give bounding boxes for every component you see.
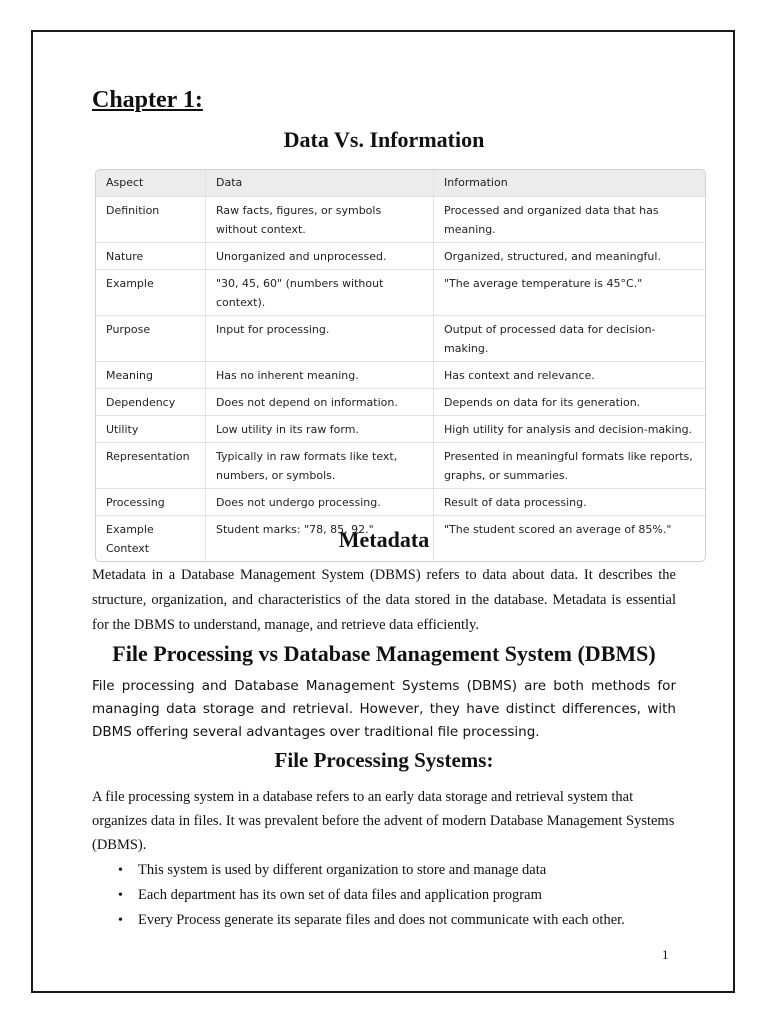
data-vs-information-table bbox=[95, 169, 706, 562]
column-header: Aspect bbox=[96, 170, 206, 196]
table-cell: Nature bbox=[96, 242, 206, 269]
table-cell: "30, 45, 60" (numbers without context). bbox=[206, 269, 434, 315]
table-row bbox=[96, 488, 705, 515]
table-row bbox=[96, 269, 705, 315]
table-row bbox=[96, 388, 705, 415]
table-cell: Output of processed data for decision-making. bbox=[434, 315, 706, 361]
list-item: • This system is used by different organization to store and manage data bbox=[118, 858, 625, 883]
table-cell: Example Context bbox=[96, 515, 206, 561]
table-row bbox=[96, 242, 705, 269]
table-cell: Does not undergo processing. bbox=[206, 488, 434, 515]
table-cell: Unorganized and unprocessed. bbox=[206, 242, 434, 269]
table-cell: Meaning bbox=[96, 361, 206, 388]
file-processing-systems-heading: File Processing Systems: bbox=[274, 748, 494, 772]
table-cell: Utility bbox=[96, 415, 206, 442]
table-row bbox=[96, 196, 705, 242]
table-row bbox=[96, 361, 705, 388]
table-cell: Input for processing. bbox=[206, 315, 434, 361]
table-cell: Typically in raw formats like text, numbers, or symbols. bbox=[206, 442, 434, 488]
table-cell: "The average temperature is 45°C." bbox=[434, 269, 706, 315]
metadata-paragraph: Metadata in a Database Management System (DBMS) refers to data about data. It describes the structure, organization, and characteristics of the data stored in the database. Metadata is essential for the DBMS to understand, manage, and retrieve data efficiently. bbox=[92, 567, 676, 633]
table-cell: Dependency bbox=[96, 388, 206, 415]
table-cell: Result of data processing. bbox=[434, 488, 706, 515]
table-cell: Processed and organized data that has meaning. bbox=[434, 196, 706, 242]
table-cell: Has context and relevance. bbox=[434, 361, 706, 388]
table-cell: Presented in meaningful formats like reports, graphs, or summaries. bbox=[434, 442, 706, 488]
table-cell: Definition bbox=[96, 196, 206, 242]
table-cell: Does not depend on information. bbox=[206, 388, 434, 415]
table-cell: Student marks: "78, 85, 92." bbox=[206, 515, 434, 561]
table-cell: Depends on data for its generation. bbox=[434, 388, 706, 415]
file-vs-dbms-heading: File Processing vs Database Management System (DBMS) bbox=[112, 641, 656, 666]
column-header: Information bbox=[434, 170, 706, 196]
table-cell: "The student scored an average of 85%." bbox=[444, 522, 672, 536]
table-cell: Organized, structured, and meaningful. bbox=[434, 242, 706, 269]
table-cell: Representation bbox=[96, 442, 206, 488]
list-item: • Each department has its own set of data files and application program bbox=[118, 883, 625, 908]
page-title: Data Vs. Information bbox=[283, 127, 485, 152]
table-row bbox=[96, 315, 705, 361]
chapter-heading: Chapter 1: bbox=[92, 87, 203, 113]
table-cell: Example bbox=[96, 269, 206, 315]
table-cell: Low utility in its raw form. bbox=[206, 415, 434, 442]
page-number: 1 bbox=[662, 947, 669, 962]
table-cell: Has no inherent meaning. bbox=[206, 361, 434, 388]
table-row bbox=[96, 415, 705, 442]
table-cell: High utility for analysis and decision-making. bbox=[434, 415, 706, 442]
table-cell: Processing bbox=[96, 488, 206, 515]
table-cell: Purpose bbox=[96, 315, 206, 361]
file-vs-dbms-paragraph: File processing and Database Management Systems (DBMS) are both methods for managing data storage and retrieval. However, they have distinct differences, with DBMS offering several advantages over traditional file processing. bbox=[92, 678, 676, 740]
file-processing-bullet-list bbox=[118, 858, 625, 933]
metadata-heading: Metadata bbox=[338, 527, 430, 552]
table-cell: Raw facts, figures, or symbols without context. bbox=[206, 196, 434, 242]
column-header: Data bbox=[206, 170, 434, 196]
table-header-row bbox=[96, 170, 705, 196]
file-processing-systems-paragraph: A file processing system in a database refers to an early data storage and retrieval system that organizes data in files. It was prevalent before the advent of modern Database Management Systems (DBMS). bbox=[92, 789, 675, 853]
list-item: • Every Process generate its separate files and does not communicate with each other. bbox=[118, 908, 625, 933]
table-row bbox=[96, 442, 705, 488]
